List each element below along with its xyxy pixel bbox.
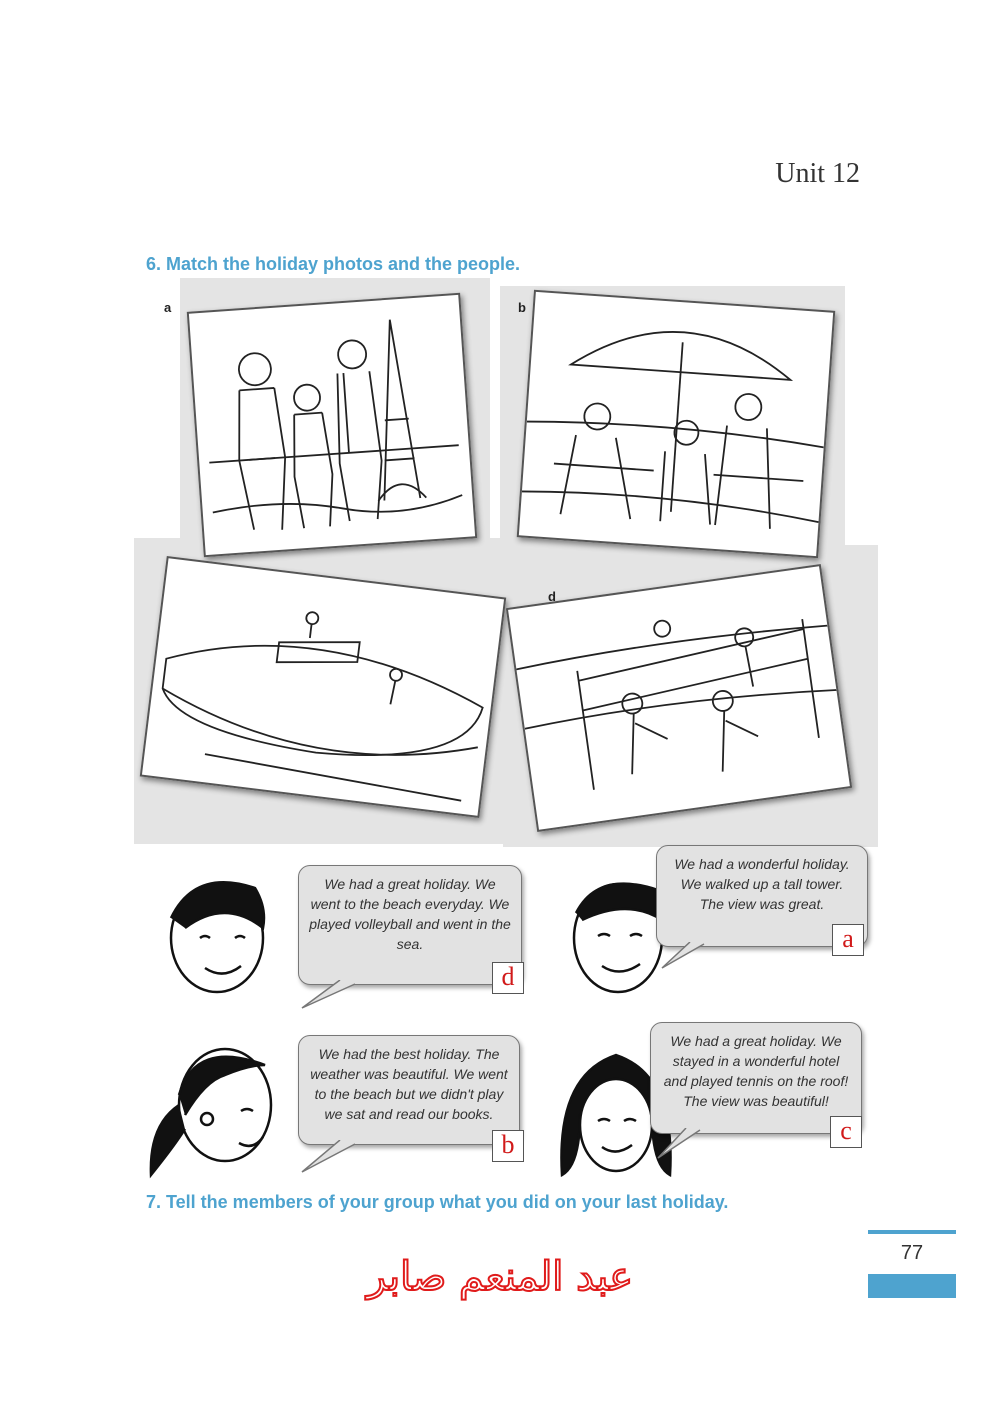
speech-bubble-1 [298,865,522,985]
photo-b[interactable] [517,290,836,558]
answer-box-2[interactable]: a [832,924,864,956]
answer-box-3[interactable]: b [492,1130,524,1162]
bubble-tail-1 [300,980,360,1010]
signature-text: عبد المنعم صابر [366,1254,634,1300]
photo-d[interactable] [506,564,852,832]
photo-label-b: b [518,300,526,315]
signature-watermark [360,1248,640,1304]
exercise-7-heading: 7. Tell the members of your group what you did on your last holiday. [146,1192,729,1212]
page-number: 77 [900,1242,924,1264]
beach-umbrella-icon [519,292,833,556]
woman-ponytail-face-icon [145,1025,285,1185]
speech-text-4: We had a great holiday. We stayed in a wonderful hotel and played tennis on the roof! The view was beautiful! [663,1033,849,1109]
photo-c[interactable] [140,556,507,818]
unit-title: Unit 12 [775,158,860,189]
answer-box-4[interactable]: c [830,1116,862,1148]
page-number-rule [868,1230,956,1234]
speech-bubble-3 [298,1035,520,1145]
speech-text-3: We had the best holiday. The weather was beautiful. We went to the beach but we didn't play we sat and read our books. [310,1046,508,1122]
page-number-bar [868,1274,956,1298]
bubble-tail-3 [300,1140,360,1174]
beach-volleyball-icon [508,566,850,830]
answer-box-1[interactable]: d [492,962,524,994]
exercise-6-heading: 6. Match the holiday photos and the people. [146,254,521,274]
boy-face-icon [155,858,285,998]
bubble-tail-4 [656,1128,706,1162]
family-tower-icon [189,295,475,555]
photo-a[interactable] [187,293,477,558]
speech-text-1: We had a great holiday. We went to the beach everyday. We played volleyball and went in the sea. [309,876,511,952]
bubble-tail-2 [660,942,710,972]
photo-label-a: a [164,300,172,315]
speech-text-2: We had a wonderful holiday. We walked up a tall tower. The view was great. [674,856,850,912]
photo-label-d: d [548,589,556,604]
rooftop-tennis-icon [142,558,504,816]
